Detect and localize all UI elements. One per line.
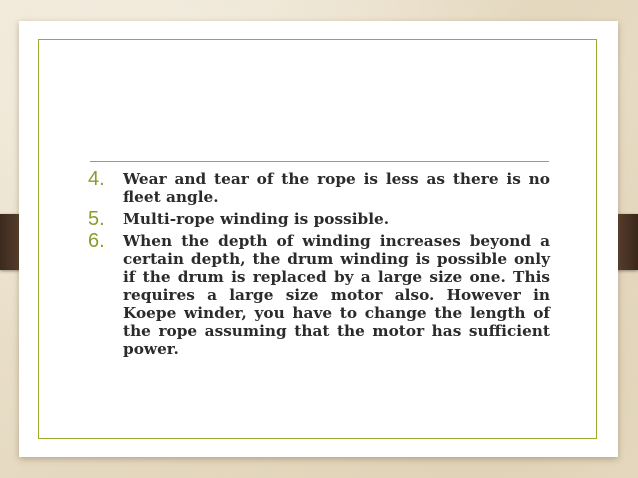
list-number: 6.: [88, 230, 105, 252]
list-text: When the depth of winding increases beyond a certain depth, the drum winding is possible only if the drum is replaced by a large size one. This requires a large size motor also. However in Koepe winder, you have to change the length of the rope assuming that the motor has sufficient power.: [123, 232, 550, 358]
list-item: [88, 232, 550, 358]
list-text: Multi-rope winding is possible.: [123, 210, 390, 228]
list-number: 4.: [88, 168, 105, 190]
title-divider: [90, 161, 549, 162]
list-item: [88, 170, 550, 206]
numbered-list: [88, 170, 550, 362]
list-text: Wear and tear of the rope is less as there is no fleet angle.: [123, 170, 550, 206]
list-number: 5.: [88, 208, 105, 230]
list-item: [88, 210, 550, 228]
